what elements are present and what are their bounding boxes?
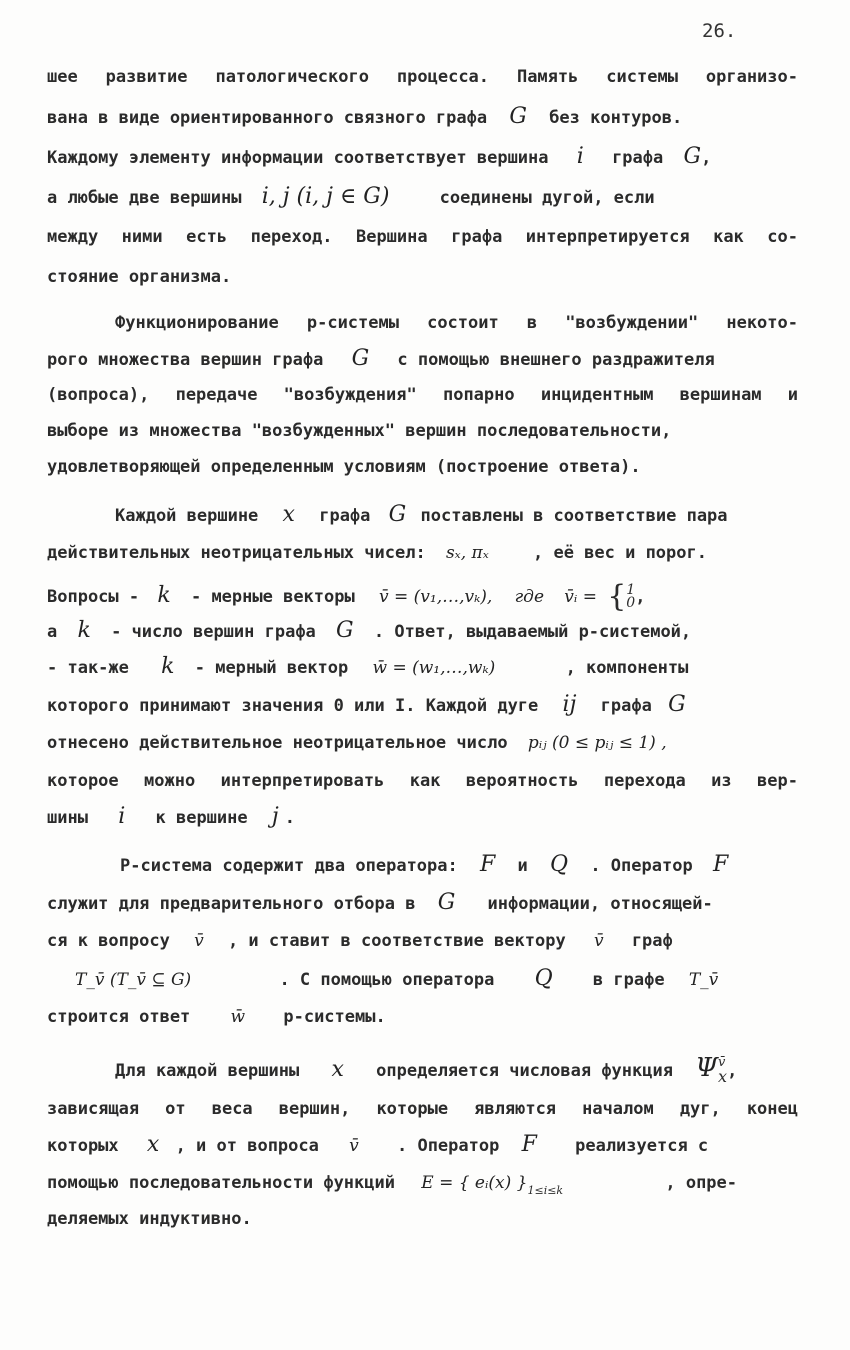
text-line [47, 452, 798, 482]
math-i: i [118, 804, 126, 829]
text-run: р-системы. [283, 1007, 386, 1027]
math-ij: ij [562, 692, 577, 717]
math-k: k [77, 618, 91, 643]
text-run: , и ставит в соответствие вектору [227, 931, 566, 951]
text-line [47, 1204, 798, 1234]
text-run: Каждой вершине [115, 506, 259, 526]
math-G: G [336, 618, 354, 643]
math-v-i-values [626, 584, 635, 610]
math-psi [695, 1048, 727, 1088]
text-run: реализуется с [575, 1136, 709, 1156]
E-set-subscript: 1≤i≤k [527, 1184, 564, 1197]
text-run: которого принимают значения 0 или I. Каждой дуге [47, 696, 539, 716]
text-line [47, 182, 798, 212]
math-ij-in-G: i, j (i, j ∈ G) [261, 184, 390, 209]
text-run: , её вес и порог. [532, 543, 707, 563]
text-run: информации, относящей- [487, 894, 713, 914]
text-run: деляемых индуктивно. [47, 1209, 252, 1229]
text-run: рого множества вершин графа [47, 350, 324, 370]
text-run: граф [631, 931, 673, 951]
math-k: k [157, 583, 171, 608]
value-zero: 0 [626, 595, 636, 611]
math-v-i: v̄ᵢ = [564, 587, 597, 607]
text-line [120, 850, 798, 880]
math-T-v: T_v̄ (T_v̄ ⊆ G) [75, 970, 192, 990]
math-x: x [146, 1132, 160, 1157]
text-line [47, 62, 798, 92]
math-p-ij: pᵢⱼ (0 ≤ pᵢⱼ ≤ 1) , [527, 733, 667, 753]
text-run: помощью последовательности функций [47, 1173, 395, 1193]
text-run: Р-система содержит два оператора: [120, 856, 458, 876]
math-F: F [480, 852, 496, 877]
math-w-bar: w̄ [230, 1007, 246, 1027]
text-run: а [47, 622, 58, 642]
text-run: которое можно интерпретировать как вероятность перехода из вер- [47, 771, 798, 791]
text-line: Вопросы - k - мерные векторы v̄ = (v₁,…,vₖ), где v̄ᵢ = {1 0, [47, 579, 646, 614]
text-run: графа [319, 506, 371, 526]
text-run: стояние организма. [47, 267, 232, 287]
text-line [47, 262, 798, 292]
text-run: а любые две вершины [47, 188, 242, 208]
math-G: G [388, 502, 407, 527]
text-run: Для каждой вершины [115, 1061, 300, 1081]
math-weight-threshold: sₓ, πₓ [445, 543, 489, 563]
text-run: выборе из множества "возбужденных" вершин последовательности, [47, 421, 672, 441]
E-set-expr: E = { eᵢ(x) } [421, 1173, 528, 1193]
math-v-vector: v̄ = (v₁,…,vₖ), [378, 587, 493, 607]
value-one: 1 [626, 582, 636, 598]
math-k: k [161, 654, 175, 679]
math-G: G [668, 692, 686, 717]
psi-subscript: x [718, 1067, 728, 1086]
text-run: Каждому элементу информации соответствует вершина [47, 148, 549, 168]
text-run: зависящая от веса вершин, которые являются началом дуг, конец [47, 1099, 798, 1119]
text-run: шее развитие патологического процесса. Память системы организо- [47, 67, 798, 87]
text-run: - мерные векторы [190, 587, 355, 607]
text-line [47, 766, 798, 796]
text-run: отнесено действительное неотрицательное число [47, 733, 508, 753]
text-line [47, 1130, 798, 1160]
text-run: шины [47, 808, 88, 828]
text-line [47, 102, 798, 132]
math-G: G [437, 890, 456, 915]
text-run: . Оператор [590, 856, 693, 876]
text-run: , опре- [665, 1173, 738, 1193]
math-G: G [683, 144, 702, 169]
text-run: поставлены в соответствие пара [420, 506, 728, 526]
text-run: , и от вопроса [175, 1136, 319, 1156]
psi-superscript: v̄ [718, 1055, 726, 1070]
text-run: которых [47, 1136, 119, 1156]
text-run: с помощью внешнего раздражителя [397, 350, 715, 370]
text-line: Для каждой вершины x определяется числовая функция Ψv̄ x, [115, 1048, 798, 1088]
text-line: шины i к вершине j . [47, 804, 295, 829]
text-run: в графе [592, 970, 665, 990]
text-run: где [514, 587, 545, 607]
math-E-set [421, 1166, 563, 1200]
text-run: - так-же [47, 658, 129, 678]
math-v-bar: v̄ [194, 931, 204, 951]
text-line [115, 500, 798, 530]
text-run: действительных неотрицательных чисел: [47, 543, 426, 563]
text-line [47, 964, 798, 994]
math-G: G [509, 104, 527, 129]
text-run: графа [612, 148, 664, 168]
text-line [115, 308, 798, 338]
text-line [47, 1094, 798, 1124]
text-run: служит для предварительного отбора в [47, 894, 416, 914]
text-run: к вершине [155, 808, 248, 828]
text-run: Вопросы - [47, 587, 140, 607]
text-run: - число вершин графа [111, 622, 316, 642]
math-Q: Q [550, 852, 569, 877]
text-line [47, 616, 798, 646]
text-line [47, 538, 798, 568]
text-run: и [517, 856, 528, 876]
math-x: x [282, 502, 295, 527]
text-run: удовлетворяющей определенным условиям (построение ответа). [47, 457, 641, 477]
text-run: определяется числовая функция [376, 1061, 673, 1081]
text-line [47, 1002, 798, 1032]
math-v-bar: v̄ [349, 1136, 359, 1156]
math-j: j [271, 804, 279, 829]
text-line [47, 728, 798, 758]
text-run: соединены дугой, если [439, 188, 655, 208]
math-G: G [351, 346, 370, 371]
math-i: i [576, 144, 584, 169]
text-run: ся к вопросу [47, 931, 170, 951]
text-line: Каждому элементу информации соответствует вершина i графа G, [47, 144, 712, 169]
text-run: Функционирование р-системы состоит в "возбуждении" некото- [115, 313, 798, 333]
math-v-bar: v̄ [593, 931, 604, 951]
text-line [47, 1166, 798, 1200]
text-run: . С помощью оператора [279, 970, 495, 990]
text-line [47, 222, 798, 252]
text-run: графа [600, 696, 652, 716]
text-line [47, 380, 798, 410]
psi-symbol: Ψ [695, 1053, 719, 1083]
math-F: F [712, 852, 729, 877]
brace-glyph: { [607, 579, 627, 614]
text-run: строится ответ [47, 1007, 191, 1027]
math-T-v: T_v̄ [688, 970, 719, 990]
text-run: , компоненты [565, 658, 689, 678]
text-run: (вопроса), передаче "возбуждения" попарно инцидентным вершинам и [47, 385, 798, 405]
text-run: без контуров. [549, 108, 683, 128]
text-run: вана в виде ориентированного связного графа [47, 108, 488, 128]
text-run: . Оператор [396, 1136, 500, 1156]
text-run: . Ответ, выдаваемый р-системой, [373, 622, 692, 642]
text-line [47, 344, 798, 374]
text-run: - мерный вектор [194, 658, 349, 678]
math-x: x [331, 1057, 344, 1082]
text-line [47, 888, 798, 918]
text-line [47, 690, 798, 720]
text-line [47, 652, 798, 682]
text-line [47, 926, 798, 956]
text-run: между ними есть переход. Вершина графа интерпретируется как со- [47, 227, 798, 247]
page-number: 26. [702, 20, 737, 42]
math-w-vector: w̄ = (w₁,…,wₖ) [372, 658, 496, 678]
math-Q: Q [534, 966, 553, 991]
math-F: F [521, 1132, 537, 1157]
text-line [47, 416, 798, 446]
